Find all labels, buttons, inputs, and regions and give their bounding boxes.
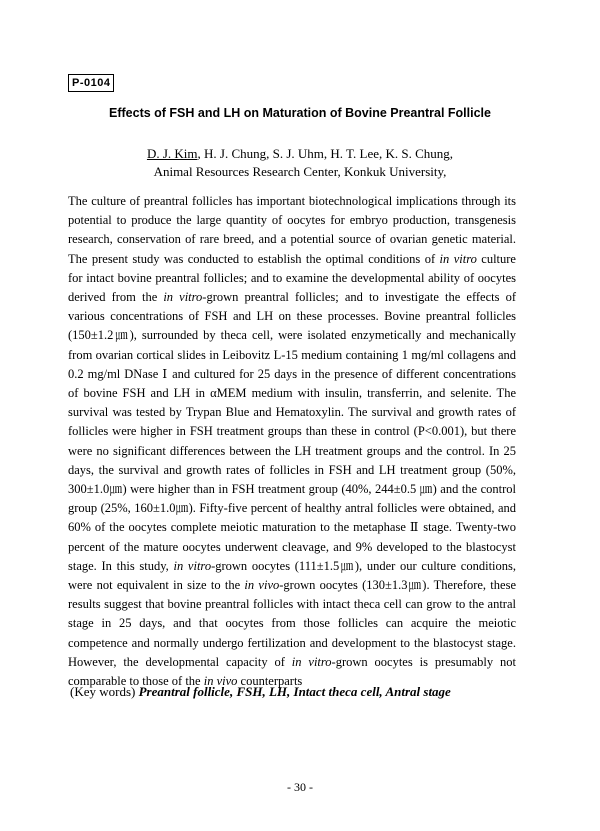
- author-list: [0, 145, 600, 163]
- affiliation: Animal Resources Research Center, Konkuk University,: [153, 164, 447, 179]
- page-number: - 30 -: [287, 780, 313, 794]
- abstract-text: -grown oocytes (130±1.3㎛). Therefore, these results suggest that bovine preantral follicles with intact theca cell can grow to the antral stage in 25 days, and that oocytes from those follicles can acquire the meiotic competence and normally undergo fertilization and development to the blastocyst stage. However, the developmental capacity of: [68, 578, 516, 669]
- abstract-text: -grown oocytes (111±1.5㎛), under our culture conditions, were not equivalent in size to the: [68, 558, 517, 593]
- keywords-label: (Key words): [70, 684, 136, 699]
- abstract-text: -grown oocytes is presumably not comparable to those of the: [68, 654, 517, 689]
- abstract-italic-term: in vitro: [291, 654, 332, 669]
- first-author: D. J. Kim: [146, 146, 198, 161]
- abstract-italic-term: in vivo: [244, 578, 280, 593]
- abstract-italic-term: in vitro: [173, 558, 212, 573]
- abstract-italic-term: in vitro: [163, 290, 203, 305]
- abstract-code: P-0104: [68, 74, 114, 92]
- abstract-italic-term: in vivo: [203, 674, 238, 689]
- abstract-italic-term: in vitro: [439, 251, 477, 266]
- keywords-line: [70, 683, 451, 701]
- abstract-text: culture for intact bovine preantral follicles; and to examine the developmental ability of oocytes derived from the: [68, 251, 516, 305]
- abstract-body: [68, 192, 516, 691]
- keywords-list: Preantral follicle, FSH, LH, Intact theca cell, Antral stage: [138, 684, 451, 699]
- abstract-text: -grown preantral follicles; and to investigate the effects of various concentrations of FSH and LH on these processes. Bovine preantral follicles (150±1.2㎛), surrounded by theca cell, were isolated enzymetically and mechanically from ovarian cortical slides in Leibovitz L-15 medium containing 1 mg/ml collagens and 0.2 mg/ml DNase Ⅰ and cultured for 25 days in the presence of different concentrations of bovine FSH and LH in αMEM medium with insulin, transferrin, and selenite. The survival was tested by Trypan Blue and Hematoxylin. The survival and growth rates of follicles were higher in FSH treatment groups than these in control (P<0.001), but there were no significant differences between the LH treatment groups and the control. In 25 days, the survival and growth rates of follicles in FSH and LH treatment group (50%, 300±1.0㎛) were higher than in FSH treatment group (40%, 244±0.5 ㎛) and the control group (25%, 160±1.0㎛). Fifty-five percent of healthy antral follicles were obtained, and 60% of the oocytes complete meiotic maturation to the metaphase Ⅱ stage. Twenty-two percent of the mature oocytes underwent cleavage, and 9% developed to the blastocyst stage. In this study,: [68, 290, 516, 573]
- abstract-text: The culture of preantral follicles has important biotechnological implications through its potential to produce the large quantity of oocytes for embryo production, transgenesis research, conservation of rare breed, and a potential source of ovarian genetic material. The present study was conducted to establish the optimal conditions of: [68, 194, 516, 266]
- paper-title: Effects of FSH and LH on Maturation of Bovine Preantral Follicle: [109, 106, 491, 120]
- abstract-text: counterparts: [237, 674, 303, 689]
- co-authors: , H. J. Chung, S. J. Uhm, H. T. Lee, K. S. Chung,: [197, 146, 454, 161]
